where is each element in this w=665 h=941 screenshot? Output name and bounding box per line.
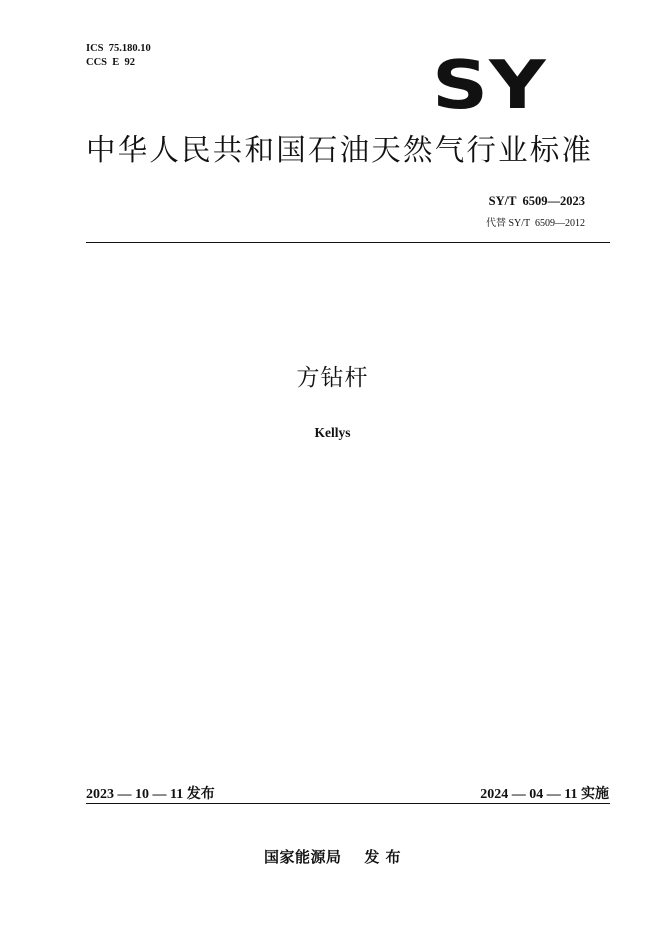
publish-date: 2023 — 10 — 11 发布	[86, 787, 215, 802]
bottom-divider	[86, 803, 610, 804]
implementation-date: 2024 — 04 — 11 实施	[480, 787, 609, 802]
publisher: 国家能源局 发 布	[263, 848, 402, 866]
sy-logo: SY	[432, 46, 547, 125]
ics-code: ICS 75.180.10	[86, 43, 151, 54]
replaced-standard-number: 代替 SY/T 6509—2012	[486, 218, 585, 229]
document-title-cn: 方钻杆	[296, 365, 369, 391]
top-divider	[86, 242, 610, 243]
standard-number: SY/T 6509—2023	[488, 194, 585, 208]
ccs-code: CCS E 92	[86, 57, 136, 68]
document-title-en: Kellys	[314, 425, 351, 440]
standard-category-title: 中华人民共和国石油天然气行业标准	[86, 133, 594, 167]
